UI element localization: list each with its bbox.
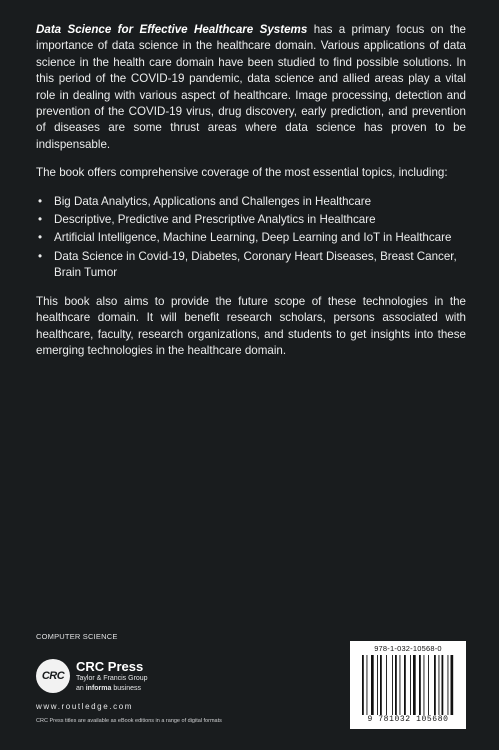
- barcode-icon: [362, 655, 454, 715]
- crc-press-logo-icon: CRC: [36, 659, 70, 693]
- publisher-text: [76, 659, 148, 694]
- publisher-business: an informa business: [76, 684, 141, 692]
- back-cover-description: [36, 22, 466, 371]
- bullet-icon: •: [38, 213, 43, 227]
- topics-list: [36, 194, 466, 282]
- isbn-number: 978-1-032-10568-0: [374, 644, 442, 653]
- publisher-group: Taylor & Francis Group: [76, 674, 148, 682]
- list-item: • Descriptive, Predictive and Prescriptive Analytics in Healthcare: [36, 212, 466, 228]
- publisher-name: CRC Press: [76, 658, 144, 674]
- barcode-digits: 9 781032 105680: [367, 715, 449, 724]
- bullet-icon: •: [38, 249, 43, 263]
- publisher-block: [36, 656, 148, 696]
- topics-intro: The book offers comprehensive coverage of the most essential topics, including:: [36, 166, 448, 180]
- ebook-note: CRC Press titles are available as eBook editions in a range of digital formats: [36, 718, 222, 724]
- intro-paragraph: [36, 22, 466, 153]
- informa-brand: informa: [85, 684, 112, 692]
- isbn-barcode: [350, 641, 466, 729]
- intro-text: has a primary focus on the importance of data science in the healthcare domain. Various applications of data science in the health care domain have been studied to find possible solutions. In this period of the COVID-19 pandemic, data science and allied areas play a vital role in dealing with various aspect of healthcare. Image processing, detection and prevention of the COVID-19 virus, drug discovery, early prediction, and prevention of diseases are some thrust areas where data science has proven to be indispensable.: [36, 23, 467, 151]
- closing-paragraph: This book also aims to provide the future scope of these technologies in the healthcare domain. It will benefit research scholars, persons associated with healthcare, faculty, research organizations, and students to get insights into these emerging technologies in the healthcare domain.: [36, 294, 466, 357]
- bullet-icon: •: [38, 194, 43, 208]
- subject-category: COMPUTER SCIENCE: [36, 632, 118, 641]
- book-title: Data Science for Effective Healthcare Systems: [36, 23, 308, 36]
- list-item: • Big Data Analytics, Applications and Challenges in Healthcare: [36, 194, 466, 210]
- publisher-website: www.routledge.com: [36, 702, 134, 711]
- bullet-icon: •: [38, 231, 43, 245]
- list-item: • Artificial Intelligence, Machine Learning, Deep Learning and IoT in Healthcare: [36, 230, 466, 246]
- list-item: • Data Science in Covid-19, Diabetes, Coronary Heart Diseases, Breast Cancer, Brain Tumor: [38, 249, 457, 280]
